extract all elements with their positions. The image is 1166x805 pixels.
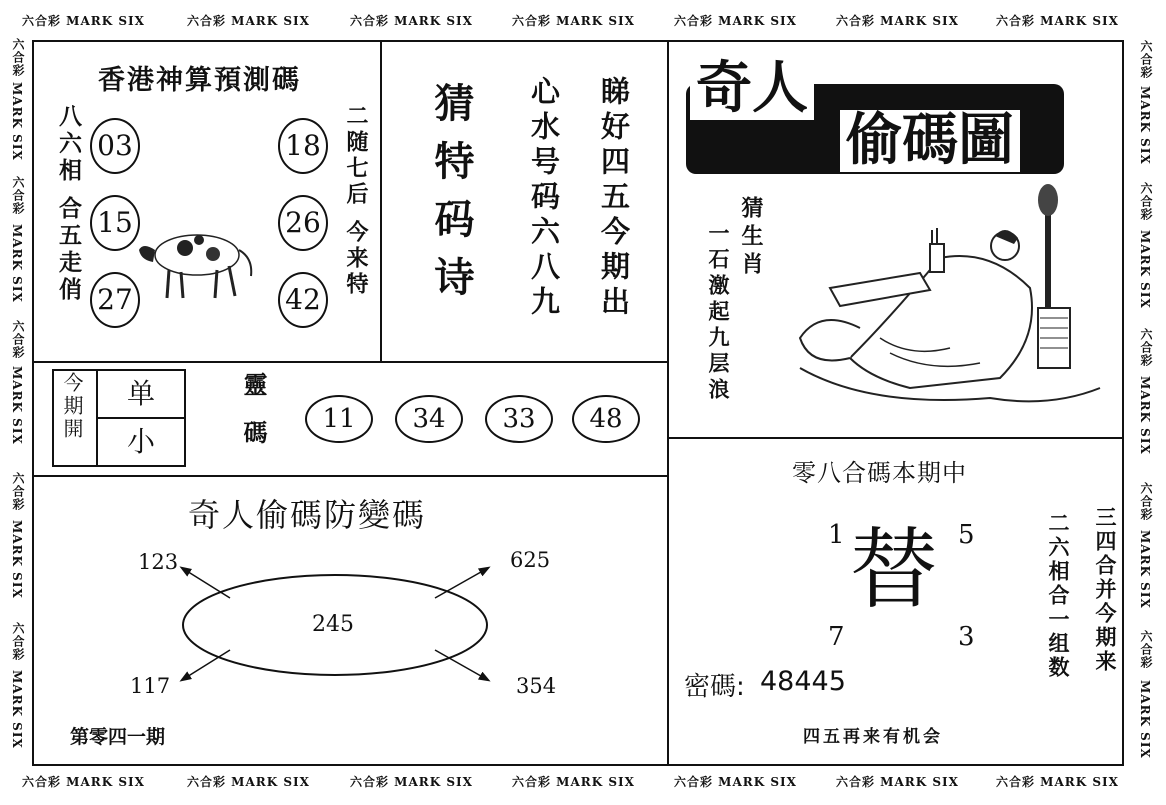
guess-text: 一石激起九层浪 [706,222,730,404]
lingba-number: 3 [958,622,975,652]
border-label: MARK SIX [1138,376,1152,455]
poem-title: 猜特码诗 [428,82,475,314]
border-label: 六合彩 [11,320,25,359]
divider [380,40,382,362]
forecast-title: 香港神算預測碼 [98,65,301,96]
border-label: 六合彩 MARK SIX [996,14,1119,28]
border-label: MARK SIX [10,82,24,161]
period-value: 单 [96,369,186,419]
forecast-number: 15 [90,195,140,251]
divider [32,361,668,363]
divider [667,40,669,764]
lingba-title: 零八合碼本期中 [792,459,967,487]
border-label: 六合彩 [1139,328,1153,367]
border-label: 六合彩 MARK SIX [187,14,310,28]
border-label: 六合彩 [1139,182,1153,221]
mima-label: 密碼: [684,672,745,702]
lingma-label: 靈碼 [239,372,267,468]
border-label: 六合彩 MARK SIX [512,14,635,28]
lingma-number: 48 [572,395,640,443]
lingba-right-text: 二六相合一组数 [1046,512,1070,680]
scholar-illustration [790,178,1110,428]
border-label: MARK SIX [1138,86,1152,165]
border-label: 六合彩 MARK SIX [836,775,959,789]
border-label: 六合彩 MARK SIX [512,775,635,789]
border-label: 六合彩 [11,176,25,215]
fangbian-number: 625 [510,548,551,572]
forecast-number: 03 [90,118,140,174]
border-label: MARK SIX [10,224,24,303]
border-label: 六合彩 [1139,630,1153,669]
period-value: 小 [96,417,186,467]
border-label: 六合彩 [11,622,25,661]
period-label: 今期開 [60,372,84,441]
poem-line: 睇好四五今期出 [597,76,631,321]
forecast-left-text: 八六相 [55,104,81,185]
lingba-number: 5 [958,520,975,550]
border-label: MARK SIX [1138,230,1152,309]
forecast-number: 26 [278,195,328,251]
border-label: 六合彩 MARK SIX [836,14,959,28]
border-label: MARK SIX [10,520,24,599]
fangbian-number: 117 [130,674,171,698]
forecast-number: 27 [90,272,140,328]
lingba-footer: 四五再来有机会 [803,727,943,747]
border-label: 六合彩 [1139,40,1153,79]
lingma-number: 34 [395,395,463,443]
border-label: MARK SIX [10,366,24,445]
lingma-number: 33 [485,395,553,443]
lingba-right-text: 三四合并今期来 [1093,506,1117,674]
border-label: 六合彩 [11,38,25,77]
border-label: 六合彩 [11,472,25,511]
ox-illustration [135,210,265,305]
border-label: 六合彩 MARK SIX [350,775,473,789]
poem-line: 心水号码六八九 [527,76,561,321]
fangbian-number: 354 [516,674,557,698]
fangbian-title: 奇人偷碼防變碼 [188,496,427,534]
border-label: MARK SIX [1138,680,1152,759]
border-label: 六合彩 MARK SIX [350,14,473,28]
border-label: 六合彩 MARK SIX [996,775,1119,789]
lingba-number: 7 [828,622,845,652]
fangbian-number: 123 [138,550,179,574]
divider [667,437,1122,439]
mima-value: 48445 [760,666,846,697]
lingma-number: 11 [305,395,373,443]
forecast-left-text: 合五走俏 [55,196,81,304]
banner-title: 奇人 [690,58,814,120]
issue-number: 第零四一期 [70,726,166,748]
border-label: 六合彩 MARK SIX [674,14,797,28]
banner-title: 偷碼圖 [840,110,1020,172]
forecast-number: 18 [278,118,328,174]
border-label: 六合彩 MARK SIX [187,775,310,789]
lingba-big-char: 替 [850,518,939,621]
forecast-number: 42 [278,272,328,328]
border-label: 六合彩 MARK SIX [674,775,797,789]
forecast-right-text: 今来特 [343,220,368,298]
fangbian-center: 245 [312,612,354,637]
border-label: 六合彩 MARK SIX [22,14,145,28]
border-label: MARK SIX [1138,530,1152,609]
border-label: 六合彩 [1139,482,1153,521]
guess-title: 猜生肖 [738,196,763,280]
divider [32,475,668,477]
lingba-number: 1 [828,520,845,550]
border-label: 六合彩 MARK SIX [22,775,145,789]
forecast-right-text: 二随七后 [343,104,368,208]
border-label: MARK SIX [10,670,24,749]
